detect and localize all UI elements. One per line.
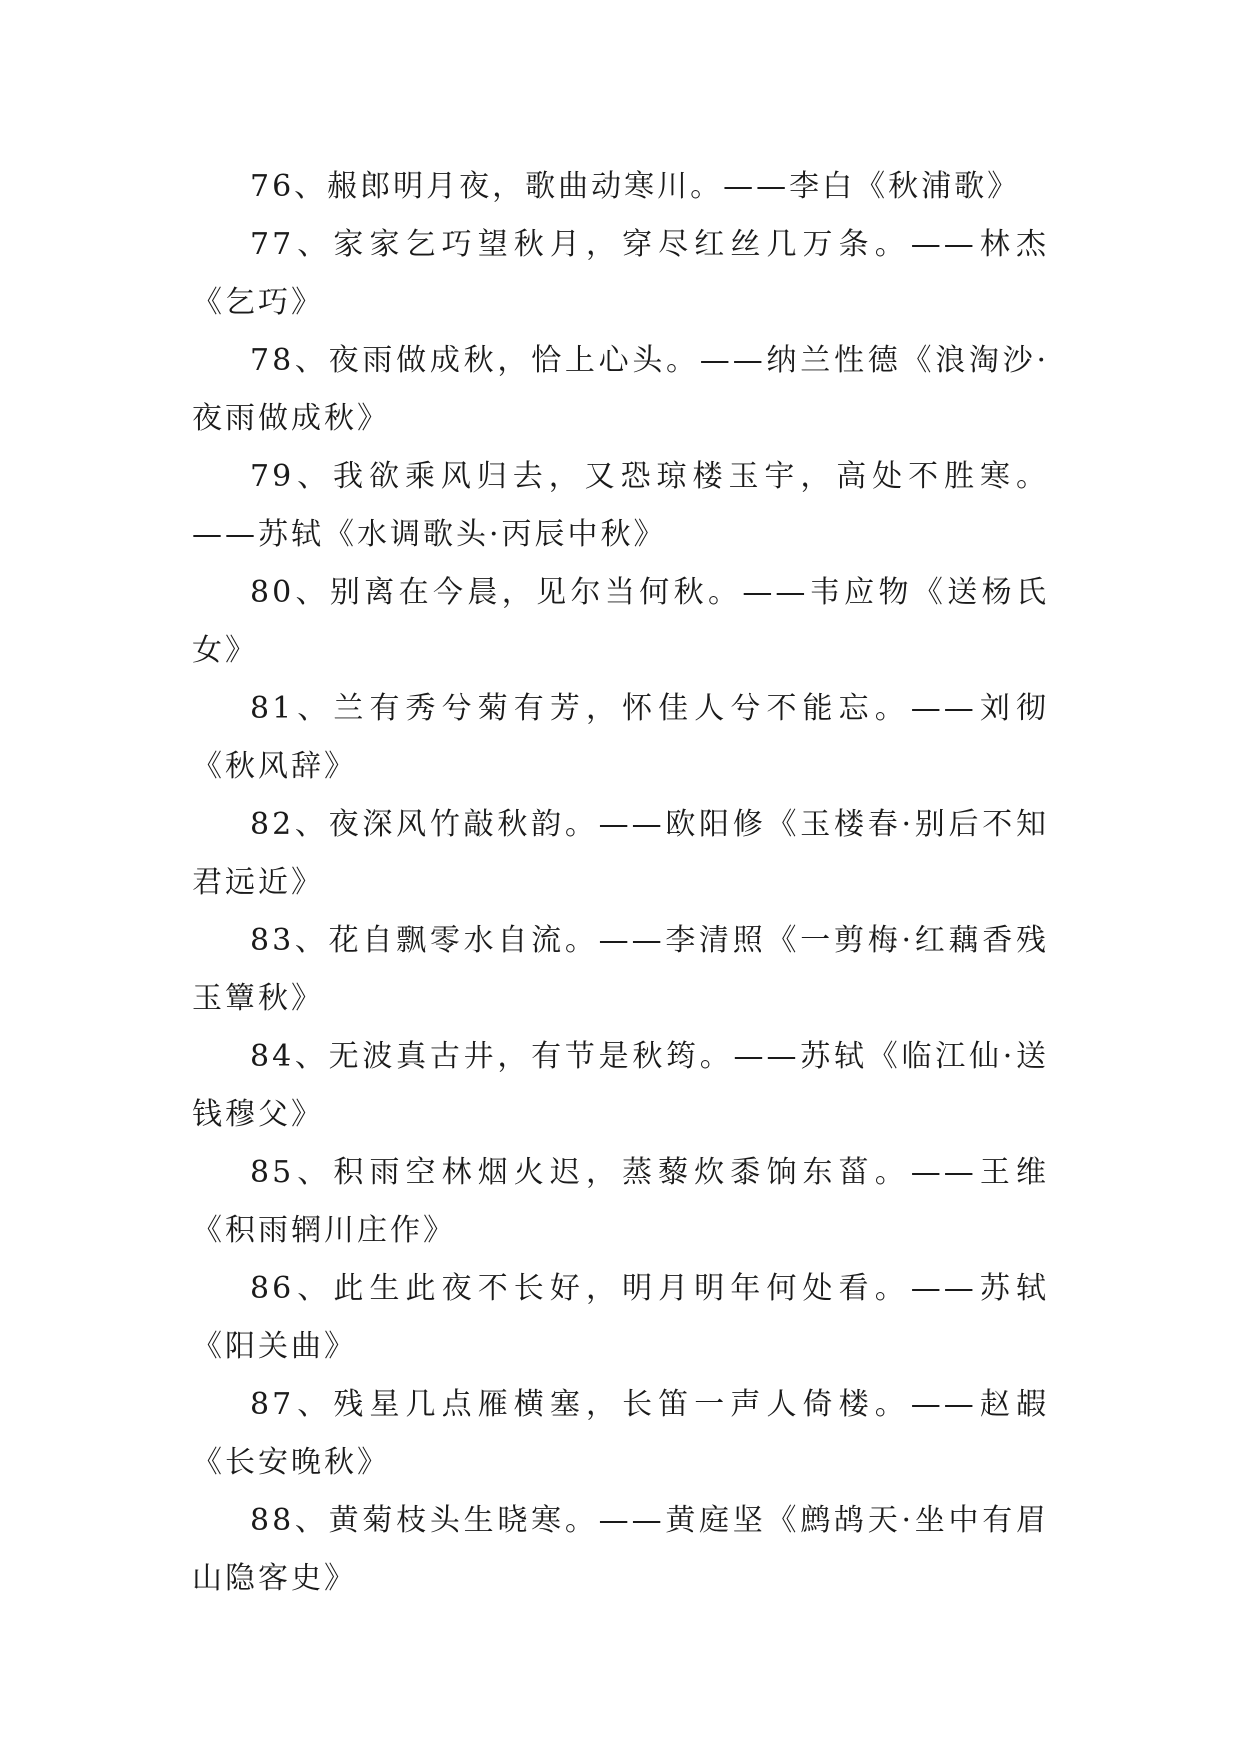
paragraph-81: 81、兰有秀兮菊有芳，怀佳人兮不能忘。——刘彻《秋风辞》 [192, 691, 1049, 784]
paragraph-77: 77、家家乞巧望秋月，穿尽红丝几万条。——林杰《乞巧》 [192, 227, 1049, 320]
paragraph-84: 84、无波真古井，有节是秋筠。——苏轼《临江仙·送钱穆父》 [192, 1039, 1049, 1132]
paragraph-85: 85、积雨空林烟火迟，蒸藜炊黍饷东菑。——王维《积雨辋川庄作》 [192, 1155, 1049, 1248]
document-body [192, 158, 1049, 1608]
paragraph-80: 80、别离在今晨，见尔当何秋。——韦应物《送杨氏女》 [192, 575, 1049, 668]
paragraph-79: 79、我欲乘风归去，又恐琼楼玉宇，高处不胜寒。——苏轼《水调歌头·丙辰中秋》 [192, 459, 1049, 552]
paragraph-82: 82、夜深风竹敲秋韵。——欧阳修《玉楼春·别后不知君远近》 [192, 807, 1049, 900]
paragraph-78: 78、夜雨做成秋，恰上心头。——纳兰性德《浪淘沙·夜雨做成秋》 [192, 343, 1049, 436]
paragraph-88: 88、黄菊枝头生晓寒。——黄庭坚《鹧鸪天·坐中有眉山隐客史》 [192, 1503, 1049, 1596]
paragraph-86: 86、此生此夜不长好，明月明年何处看。——苏轼《阳关曲》 [192, 1271, 1049, 1364]
paragraph-76: 76、赧郎明月夜，歌曲动寒川。——李白《秋浦歌》 [250, 169, 1021, 204]
paragraph-83: 83、花自飘零水自流。——李清照《一剪梅·红藕香残玉簟秋》 [192, 923, 1049, 1016]
paragraph-87: 87、残星几点雁横塞，长笛一声人倚楼。——赵嘏《长安晚秋》 [192, 1387, 1049, 1480]
